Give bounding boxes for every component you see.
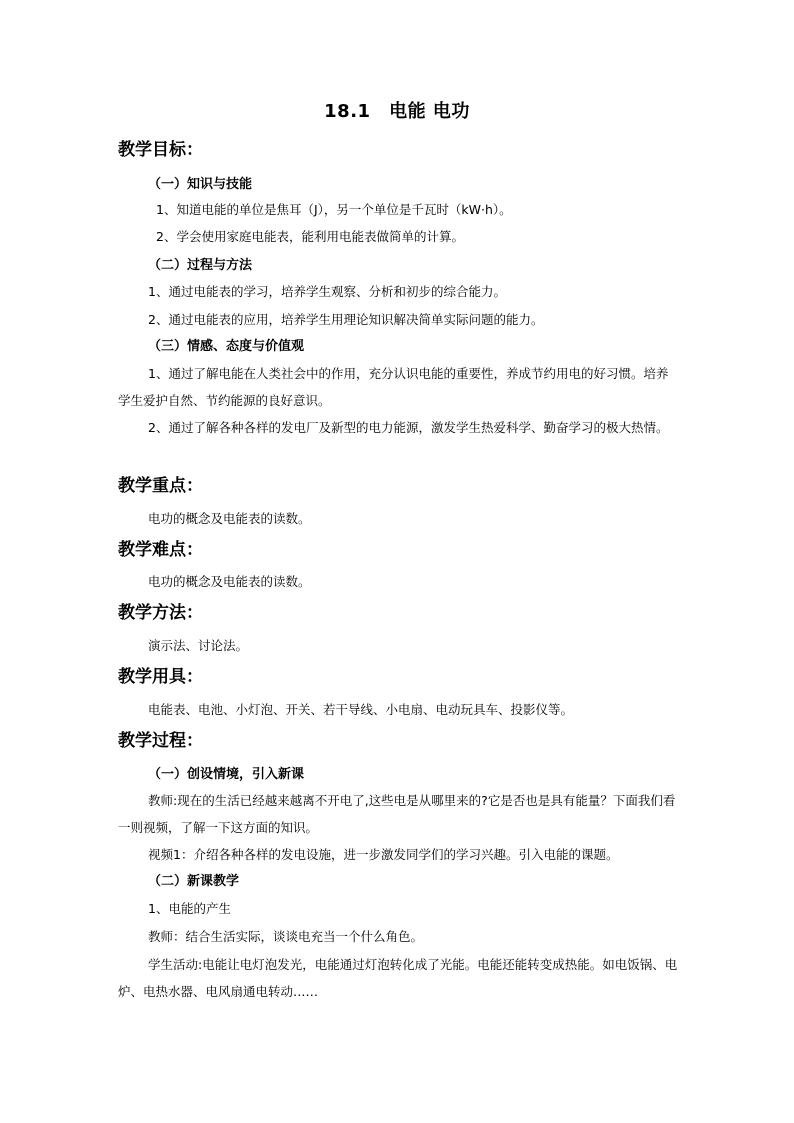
process-section-2-heading: （二）新课教学 xyxy=(148,874,240,889)
process-section-1-heading: （一）创设情境，引入新课 xyxy=(148,767,305,782)
process-section-2-item-1: 1、电能的产生 xyxy=(148,901,231,916)
objectives-section-2-item-2: 2、通过电能表的应用，培养学生用理论知识解决简单实际问题的能力。 xyxy=(148,312,544,327)
objectives-section-2-item-1: 1、通过电能表的学习，培养学生观察、分析和初步的综合能力。 xyxy=(148,284,506,299)
tools-heading: 教学用具： xyxy=(118,667,203,687)
objectives-section-1-heading: （一）知识与技能 xyxy=(148,177,253,192)
objectives-section-1-item-1: 1、知道电能的单位是焦耳（J），另一个单位是千瓦时（kW·h）。 xyxy=(156,202,512,217)
process-section-1-paragraph-1: 教师:现在的生活已经越来越离不开电了,这些电是从哪里来的?它是否也是具有能量？下面我们看一则视频，了解一下这方面的知识。 xyxy=(118,793,676,835)
objectives-section-3-item-2: 2、通过了解各种各样的发电厂及新型的电力能源，激发学生热爱科学、勤奋学习的极大热情。 xyxy=(148,420,669,435)
process-heading: 教学过程： xyxy=(118,731,203,751)
difficulties-text: 电功的概念及电能表的读数。 xyxy=(148,574,311,589)
key-points-heading: 教学重点： xyxy=(118,476,203,496)
process-section-2-paragraph-2: 学生活动:电能让电灯泡发光，电能通过灯泡转化成了光能。电能还能转变成热能。如电饭锅、电炉、电热水器、电风扇通电转动…… xyxy=(118,957,678,999)
objectives-section-1-item-2: 2、学会使用家庭电能表，能利用电能表做简单的计算。 xyxy=(156,229,464,244)
methods-heading: 教学方法： xyxy=(118,603,203,623)
difficulties-heading: 教学难点： xyxy=(118,540,203,560)
methods-text: 演示法、讨论法。 xyxy=(148,638,249,653)
key-points-text: 电功的概念及电能表的读数。 xyxy=(148,511,311,526)
page-title: 18.1 电能 电功 xyxy=(324,101,470,122)
objectives-section-3-heading: （三）情感、态度与价值观 xyxy=(148,339,305,354)
process-section-1-paragraph-2: 视频1：介绍各种各样的发电设施，进一步激发同学们的学习兴趣。引入电能的课题。 xyxy=(148,847,619,862)
process-section-2-paragraph-1: 教师：结合生活实际，谈谈电充当一个什么角色。 xyxy=(148,929,424,944)
objectives-section-3-item-1: 1、通过了解电能在人类社会中的作用，充分认识电能的重要性，养成节约用电的好习惯。培养学生爱护自然、节约能源的良好意识。 xyxy=(118,366,669,408)
tools-text: 电能表、电池、小灯泡、开关、若干导线、小电扇、电动玩具车、投影仪等。 xyxy=(148,702,574,717)
objectives-section-2-heading: （二）过程与方法 xyxy=(148,258,253,273)
objectives-heading: 教学目标： xyxy=(118,140,203,160)
